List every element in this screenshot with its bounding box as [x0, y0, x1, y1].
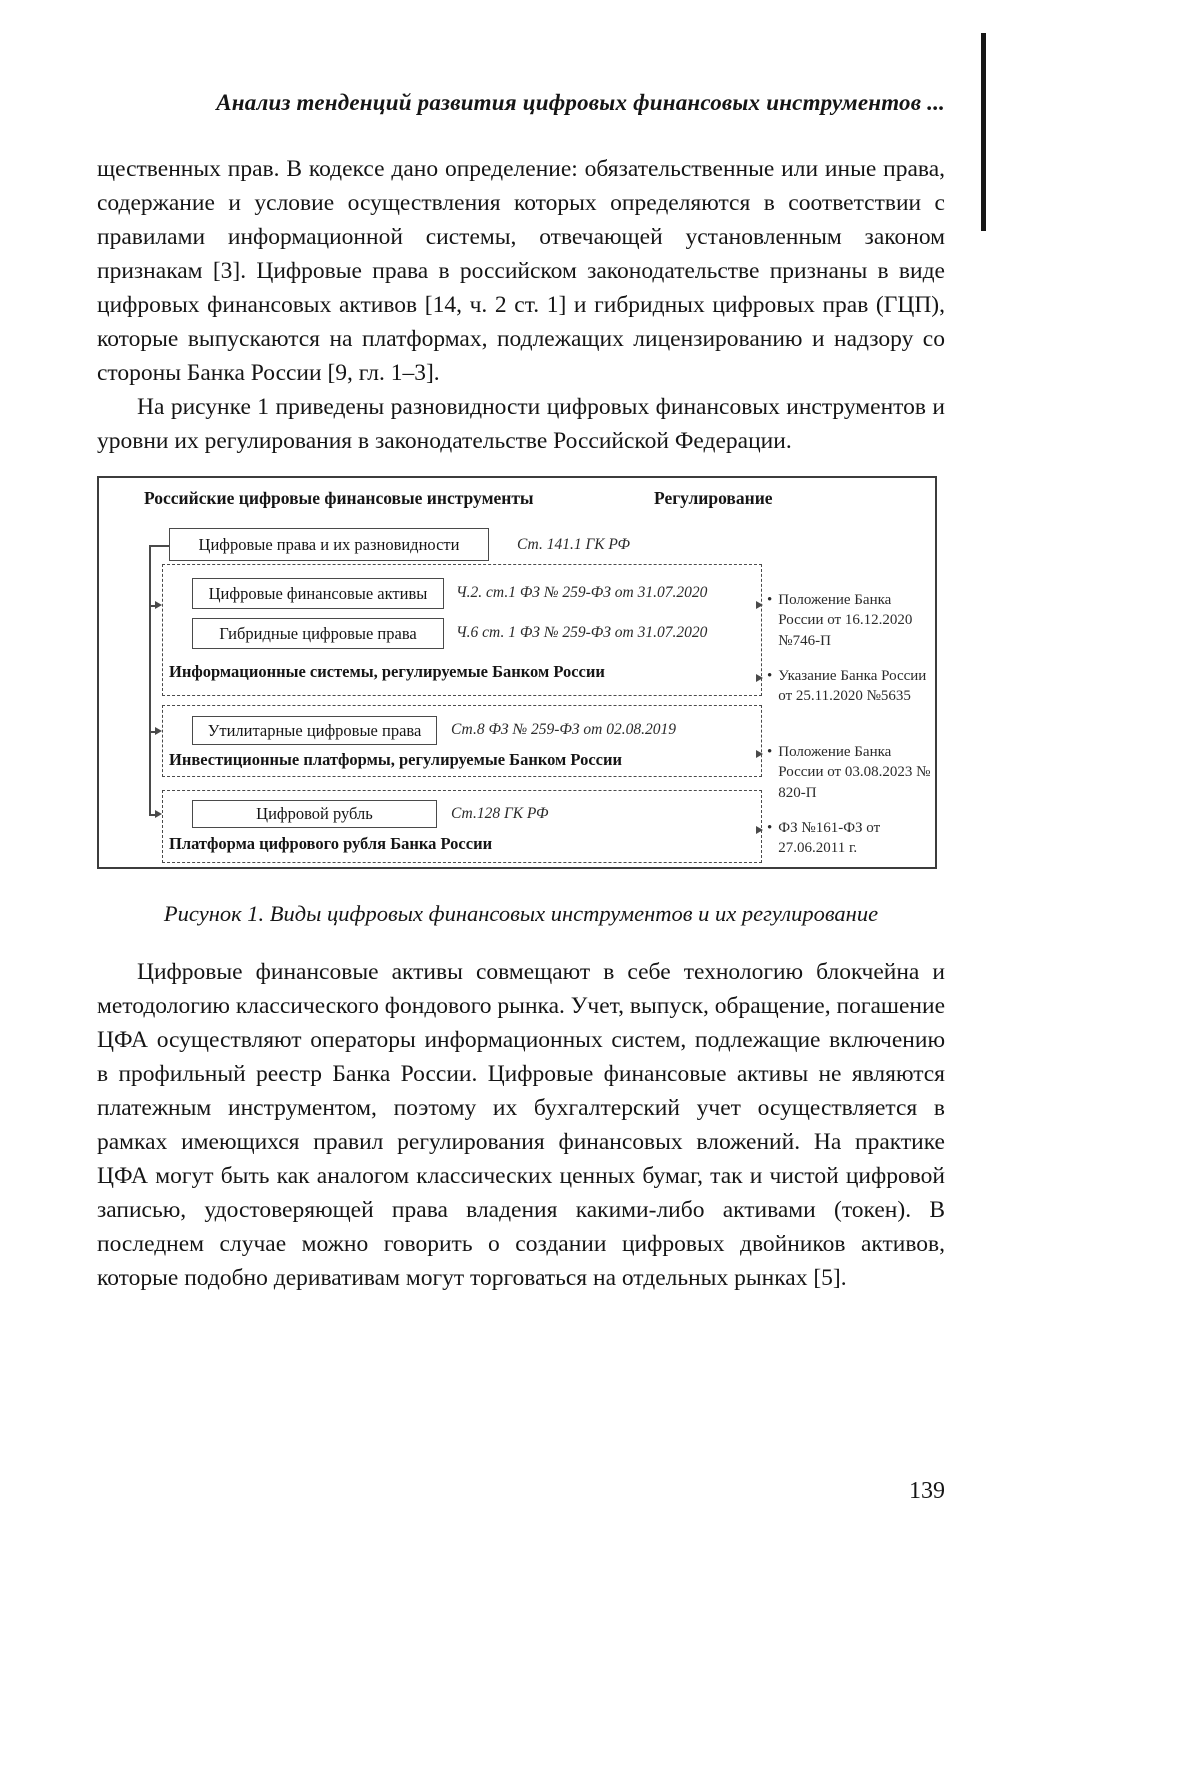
regulation-item — [767, 818, 937, 859]
arrow-icon — [155, 601, 162, 609]
law-reference: Ст.128 ГК РФ — [451, 805, 549, 822]
figure-right-column-title: Регулирование — [654, 488, 773, 508]
law-reference: Ст.8 ФЗ № 259-ФЗ от 02.08.2019 — [451, 721, 676, 738]
arrow-icon — [155, 727, 162, 735]
margin-marker-bar — [981, 33, 986, 231]
diagram-group-label: Платформа цифрового рубля Банка России — [169, 834, 493, 853]
regulation-text: • Положение Банка России от 03.08.2023 № 820-П — [778, 744, 931, 801]
diagram-group-label: Инвестиционные платформы, регулируемые Банком России — [169, 750, 623, 769]
diagram-box-utilitarian-rights — [192, 716, 437, 745]
diagram-box-label: Гибридные цифровые права — [219, 623, 417, 643]
diagram-box-dfa — [192, 578, 444, 609]
diagram-box-label: Цифровые финансовые активы — [208, 583, 428, 603]
law-reference: Ч.2. ст.1 ФЗ № 259-ФЗ от 31.07.2020 — [456, 584, 708, 601]
figure-caption: Рисунок 1. Виды цифровых финансовых инструментов и их регулирование — [163, 901, 879, 926]
figure-left-column-title: Российские цифровые финансовые инструменты — [144, 488, 534, 508]
regulation-text: • Положение Банка России от 16.12.2020 №746-П — [778, 592, 913, 649]
paragraph-2: На рисунке 1 приведены разновидности цифровых финансовых инструментов и уровни их регулирования в законодательстве Российской Федерации. — [97, 394, 945, 454]
page-number: 139 — [909, 1478, 945, 1504]
arrow-icon — [756, 826, 763, 834]
diagram-box-hybrid-rights — [192, 618, 444, 649]
paragraph-1: щественных прав. В кодексе дано определение: обязательственные или иные права, содержание и условие осуществления которых определяются в соответствии с правилами информационной системы, отвечающей установленным законом признакам [3]. Цифровые права в российском законодательстве признаны в виде цифровых финансовых активов [14, ч. 2 ст. 1] и гибридных цифровых прав (ГЦП), которые выпускаются на платформах, подлежащих лицензированию и надзору со стороны Банка России [9, гл. 1–3]. — [97, 156, 945, 386]
diagram-group-label: Информационные системы, регулируемые Банком России — [169, 662, 605, 681]
connector-line — [149, 545, 169, 547]
regulation-text: • ФЗ №161-ФЗ от 27.06.2011 г. — [778, 820, 881, 857]
diagram-box-label: Цифровые права и их разновидности — [198, 534, 460, 554]
law-reference: Ч.6 ст. 1 ФЗ № 259-ФЗ от 31.07.2020 — [456, 624, 708, 641]
arrow-icon — [756, 601, 763, 609]
page-content — [97, 152, 945, 1295]
diagram-box-digital-rights — [169, 528, 489, 561]
diagram-box-label: Утилитарные цифровые права — [207, 720, 422, 740]
diagram-box-label: Цифровой рубль — [256, 804, 373, 823]
connector-line — [149, 545, 151, 815]
regulation-text: • Указание Банка России от 25.11.2020 №5635 — [778, 668, 927, 705]
law-reference: Ст. 141.1 ГК РФ — [517, 536, 630, 553]
paragraph-3: Цифровые финансовые активы совмещают в себе технологию блокчейна и методологию классического фондового рынка. Учет, выпуск, обращение, погашение ЦФА осуществляют операторы информационных систем, подлежащие включению в профильный реестр Банка России. Цифровые финансовые активы не являются платежным инструментом, поэтому их бухгалтерский учет осуществляется в рамках имеющихся правил регулирования финансовых вложений. На практике ЦФА могут быть как аналогом классических ценных бумаг, так и чистой цифровой записью, удостоверяющей права владения какими-либо активами (токен). В последнем случае можно говорить о создании цифровых двойников активов, которые подобно деривативам могут торговаться на отдельных рынках [5]. — [97, 959, 945, 1291]
figure-1-diagram — [97, 476, 937, 869]
regulation-item — [767, 742, 937, 803]
regulation-item — [767, 590, 937, 651]
diagram-box-digital-ruble — [192, 800, 437, 828]
arrow-icon — [756, 750, 763, 758]
regulation-item — [767, 666, 937, 707]
arrow-icon — [756, 674, 763, 682]
arrow-icon — [155, 810, 162, 818]
running-head: Анализ тенденций развития цифровых финансовых инструментов ... — [216, 90, 945, 115]
